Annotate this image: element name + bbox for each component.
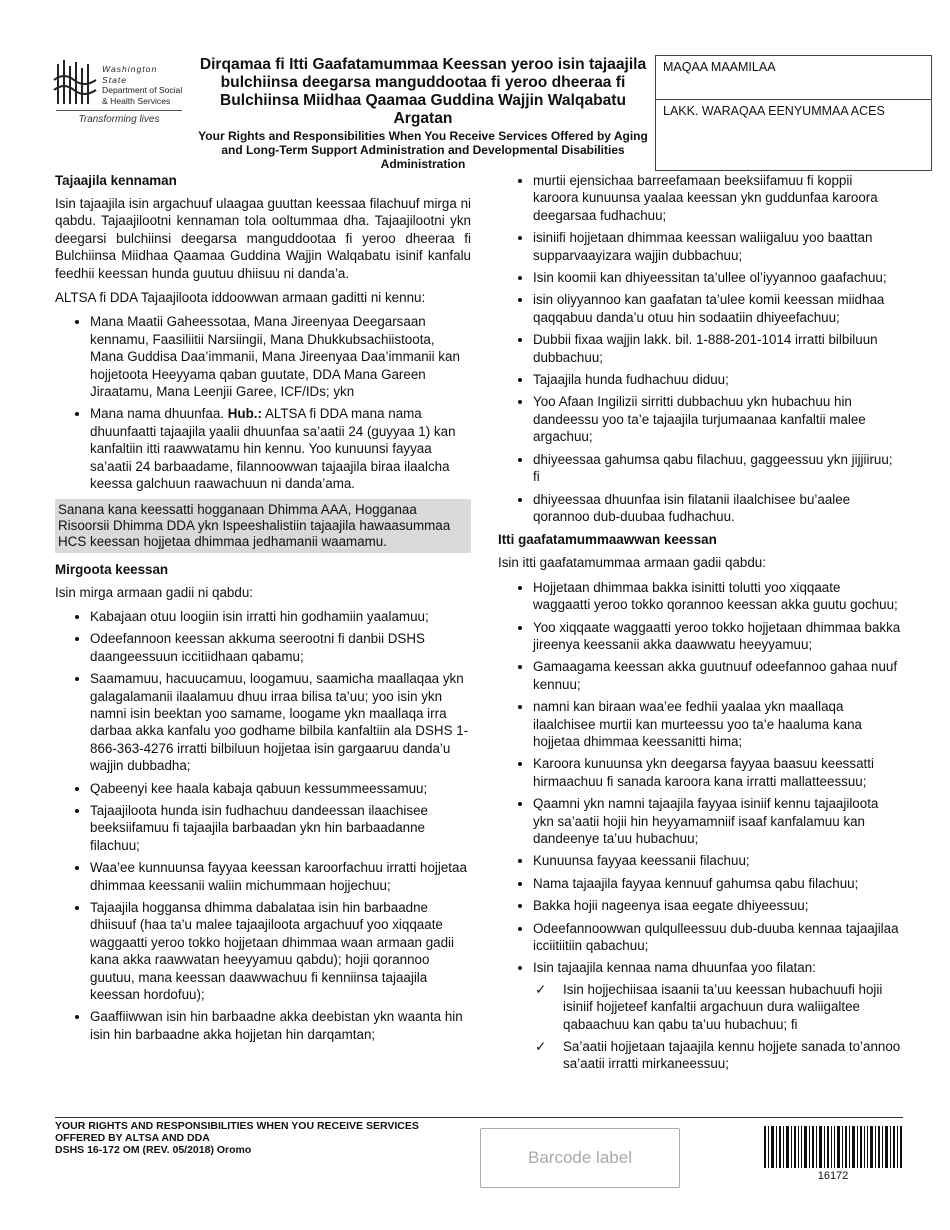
rights-list-continued bbox=[498, 172, 901, 525]
responsibilities-heading: Itti gaafatamummaawwan keessan bbox=[498, 532, 717, 548]
responsibilities-list bbox=[498, 579, 901, 1073]
list-item: • Tajaajila hoggansa dhimma dabalataa isin hin barbaadne dhiisuuf (haa ta’u malee tajaajiloota argachuuf yoo xiqqaate waggaatti yeroo tokko hojjetaan dhimmaa waan armaan gadii kana akka raawwatan heeyyamuu qabdu); hojii qorannoo guutuu, mana keessan daawwachuu fi kenniinsa tajaajila keessan hordofuu); bbox=[90, 899, 471, 1003]
list-item: • Tajaajiloota hunda isin fudhachuu dandeessan ilaachisee beeksiifamuu fi tajaajila barbaadan ykn hin barbaadanne filachuu; bbox=[90, 802, 471, 854]
logo-line-1: Washington State bbox=[102, 64, 158, 85]
bullet-text: Isin hojjechiisaa isaanii ta’uu keessan hubachuufi hojii isiniif hojjeteef kanfaltii argachuun dura waliigaltee qabaachuu kan qabu ta’uu hubachuu; fi bbox=[563, 981, 883, 1032]
list-item: • Nama tajaajila fayyaa kennuuf gahumsa qabu filachuu; bbox=[533, 875, 901, 892]
list-item bbox=[90, 405, 471, 492]
client-name-field[interactable] bbox=[656, 56, 931, 100]
list-item: • Qabeenyi kee haala kabaja qabuun kessummeessamuu; bbox=[90, 780, 471, 797]
list-item: • Bakka hojii nageenya isaa eegate dhiyeessuu; bbox=[533, 897, 901, 914]
list-item: • Hojjetaan dhimmaa bakka isinitti tolutti yoo xiqqaate waggaatti yeroo tokko qorannoo keessan akka guutu gochuu; bbox=[533, 579, 901, 614]
aces-number-field[interactable] bbox=[656, 100, 931, 122]
list-item: • Kunuunsa fayyaa keessanii filachuu; bbox=[533, 852, 901, 869]
logo-line-3: & Health Services bbox=[102, 95, 171, 106]
aces-number-label: LAKK. WARAQAA EENYUMMAA ACES bbox=[663, 104, 885, 118]
list-item: • namni kan biraan waa’ee fedhii yaalaa ykn maallaqa ilaalchisee murtii kan murteessu yoo ta’e haaluma kana hojjetaa dhimmaa keessanitti hima; bbox=[533, 698, 901, 750]
list-item: • Mana Maatii Gaheessotaa, Mana Jireenyaa Deegarsaan kennamu, Faasiliitii Narsiingii, Mana Dhukkubsachiistoota, Mana Guddisa Daa’immanii, Mana Jireenyaa Daa’immanii kan hojjetoota Heeyyama qaban guutate, DDA Mana Gareen Jiraatamu, Mana Leenjii Garee, ICF/IDs; ykn bbox=[90, 313, 471, 400]
barcode-label-box bbox=[480, 1128, 680, 1188]
bullet-text: Mana nama dhuunfaa. bbox=[90, 406, 225, 422]
list-item bbox=[535, 1038, 901, 1073]
list-item: • Odeefannoon keessan akkuma seerootni fi danbii DSHS daangeessuun iccitiidhaan qabamu; bbox=[90, 630, 471, 665]
list-item: • Yoo Afaan Ingilizii sirritti dubbachuu ykn hubachuu hin dandeessu yoo ta’e tajaajila turjumaanaa kanfaltii malee argachuu; bbox=[533, 393, 901, 445]
dshs-emblem-icon bbox=[52, 58, 100, 108]
list-item: • Kabajaan otuu loogiin isin irratti hin godhamiin yaalamuu; bbox=[90, 608, 471, 625]
footer-form-id bbox=[55, 1120, 419, 1157]
barcode-number: 16172 bbox=[817, 1170, 849, 1182]
services-provided-paragraph: Isin tajaajila isin argachuuf ulaagaa guuttan keessaa filachuuf mirga ni qabdu. Tajaajilootni kennaman tola ooltummaa dha. Tajaajilootni ykn deegarsi bulchiinsi deegarsa manguddootaa fi yeroo dheeraa fi Bulchiinsa Miidhaa Qaamaa Guddina Wajjin Walqabatu isinif kanfalu feedhii keessan hunda guutuu dhiisuu ni danda’a. bbox=[55, 196, 471, 281]
client-name-label: MAQAA MAAMILAA bbox=[663, 60, 776, 74]
rights-list bbox=[55, 608, 471, 1043]
footer-line-1: YOUR RIGHTS AND RESPONSIBILITIES WHEN YOU RECEIVE SERVICES bbox=[55, 1120, 419, 1132]
list-item: • Dubbii fixaa wajjin lakk. bil. 1-888-201-1014 irratti bilbiluun dubbachuu; bbox=[533, 331, 901, 366]
services-locations-intro: ALTSA fi DDA Tajaajiloota iddoowwan armaan gaditti ni kennu: bbox=[55, 290, 426, 306]
footer-divider bbox=[55, 1117, 903, 1118]
logo-tagline: Transforming lives bbox=[56, 110, 182, 125]
list-item: • Tajaajila hunda fudhachuu diduu; bbox=[533, 371, 901, 388]
rights-intro: Isin mirga armaan gadii ni qabdu: bbox=[55, 584, 253, 600]
list-item: • Karoora kunuunsa ykn deegarsa fayyaa baasuu keessatti hirmaachuu fi sanada karoora kana irratti mallatteessuu; bbox=[533, 755, 901, 790]
services-provided-heading: Tajaajila kennaman bbox=[55, 173, 177, 188]
list-item: • Odeefannoowwan qulqulleessuu dub-duuba kennaa tajaajilaa icciitiitiin qabachuu; bbox=[533, 920, 901, 955]
list-item: • dhiyeessaa dhuunfaa isin filatanii ilaalchisee bu’aalee qorannoo dub-duubaa fudhachuu. bbox=[533, 491, 901, 526]
list-item: • Gamaagama keessan akka guutnuuf odeefannoo gahaa nuuf kennuu; bbox=[533, 658, 901, 693]
bullet-text: Isin tajaajila kennaa nama dhuunfaa yoo filatan: bbox=[533, 960, 816, 976]
barcode-label-text: Barcode label bbox=[528, 1148, 632, 1167]
individual-provider-list bbox=[533, 981, 901, 1073]
list-item bbox=[533, 959, 901, 1072]
footer-line-2: OFFERED BY ALTSA AND DDA bbox=[55, 1132, 210, 1145]
logo-text bbox=[102, 64, 184, 106]
left-column bbox=[55, 172, 471, 1049]
list-item: • murtii ejensichaa barreefamaan beeksiifamuu fi koppii karoora kunuunsa yaalaa keessan ykn guddunfaa karoora deegarsaa fudhachuu; bbox=[533, 172, 901, 224]
list-item: • Gaaffiiwwan isin hin barbaadne akka deebistan ykn waanta hin isin hin barbaadne akka hojjetan hin darqamtan; bbox=[90, 1008, 471, 1043]
logo-line-2: Department of Social bbox=[102, 85, 183, 95]
note-label: Hub.: bbox=[227, 406, 262, 422]
case-manager-note: Sanana kana keessatti hogganaan Dhimma AAA, Hogganaa Risoorsii Dhimma DDA ykn Ispeeshalistiin tajaajila hawaasummaa HCS keessan hojjetaa dhimmaa jedhamanii waamamu. bbox=[55, 499, 471, 553]
responsibilities-intro: Isin itti gaafatamummaa armaan gadii qabdu: bbox=[498, 555, 766, 571]
bullet-text: Sa’aatii hojjetaan tajaajila kennu hojjete sanada to’annoo sa’aatii irratti mirkaneessuu; bbox=[563, 1039, 901, 1072]
title-oromo: Dirqamaa fi Itti Gaafatamummaa Keessan yeroo isin tajaajila bulchiinsa deegarsa manguddootaa fi yeroo dheeraa fi Bulchiinsa Miidhaa Qaamaa Guddina Wajjin Walqabatu Argatan bbox=[199, 56, 647, 127]
title-english: Your Rights and Responsibilities When You Receive Services Offered by Aging and Long-Term Support Administration and Developmental Disabilities Administration bbox=[198, 129, 648, 171]
list-item: • isiniifi hojjetaan dhimmaa keessan waliigaluu yoo baattan supparvaayizara wajjin dubbachuu; bbox=[533, 229, 901, 264]
list-item: • Isin koomii kan dhiyeessitan ta’ullee ol’iyyannoo gaafachuu; bbox=[533, 269, 901, 286]
barcode-icon bbox=[764, 1126, 902, 1168]
checkmark-icon: ✓ bbox=[535, 1039, 547, 1055]
list-item: • dhiyeessaa gahumsa qabu filachuu, gaggeessuu ykn jijjiiruu; fi bbox=[533, 451, 901, 486]
right-column bbox=[498, 172, 901, 1079]
list-item: • Saamamuu, hacuucamuu, loogamuu, saamicha maallaqaa ykn galagalamanii ilaalamuu dhuu irraa bilisa ta’uu; yoo isin ykn namni isin beektan yoo samame, loogame ykn maallaqa irra darbaa akka kanfalu yoo godhame bilbila kanfaltiin ala DSHS 1-866-363-4276 irratti bilbiluun hojjetaa isin gargaaruu danda’u wajjin dubbadha; bbox=[90, 670, 471, 774]
list-item: • isin oliyyannoo kan gaafatan ta’ulee komii keessan miidhaa qaqqabuu danda’u otuu hin sodaatiin dhiyeefachuu; bbox=[533, 291, 901, 326]
checkmark-icon: ✓ bbox=[535, 981, 547, 997]
list-item: • Yoo xiqqaate waggaatti yeroo tokko hojjetaan dhimmaa bakka jireenya keessanii akka daawwatu heeyyamuu; bbox=[533, 619, 901, 654]
client-id-box bbox=[655, 55, 932, 171]
document-title bbox=[198, 56, 648, 171]
footer-line-3: DSHS 16-172 OM (REV. 05/2018) Oromo bbox=[55, 1144, 252, 1157]
rights-heading: Mirgoota keessan bbox=[55, 561, 169, 577]
list-item: • Waa’ee kunnuunsa fayyaa keessan karoorfachuu irratti hojjetaa dhimmaa keessanii waliin michummaan hojjechuu; bbox=[90, 859, 471, 894]
bullet-text: ALTSA fi DDA mana nama dhuunfaatti tajaajila yaalii dhuunfaa sa’aatii 24 (guyyaa 1) kan kanfaltiin itti raawwatamu hin kennu. Yoo kunuunsi fayyaa sa’aatii 24 barbaadame, filannoowwan tajaajila biraa ilaalcha keessa galchuun raawachuun ni danda’ama. bbox=[90, 406, 456, 492]
services-locations-list bbox=[55, 313, 471, 492]
list-item: • Qaamni ykn namni tajaajila fayyaa isiniif kennu tajaajiloota ykn sa’aatii hojii hin heyyamamniif isaaf kanfalamuu kan dandeenye ta’uu hubachuu; bbox=[533, 795, 901, 847]
dshs-logo bbox=[52, 58, 184, 128]
list-item bbox=[535, 981, 901, 1033]
